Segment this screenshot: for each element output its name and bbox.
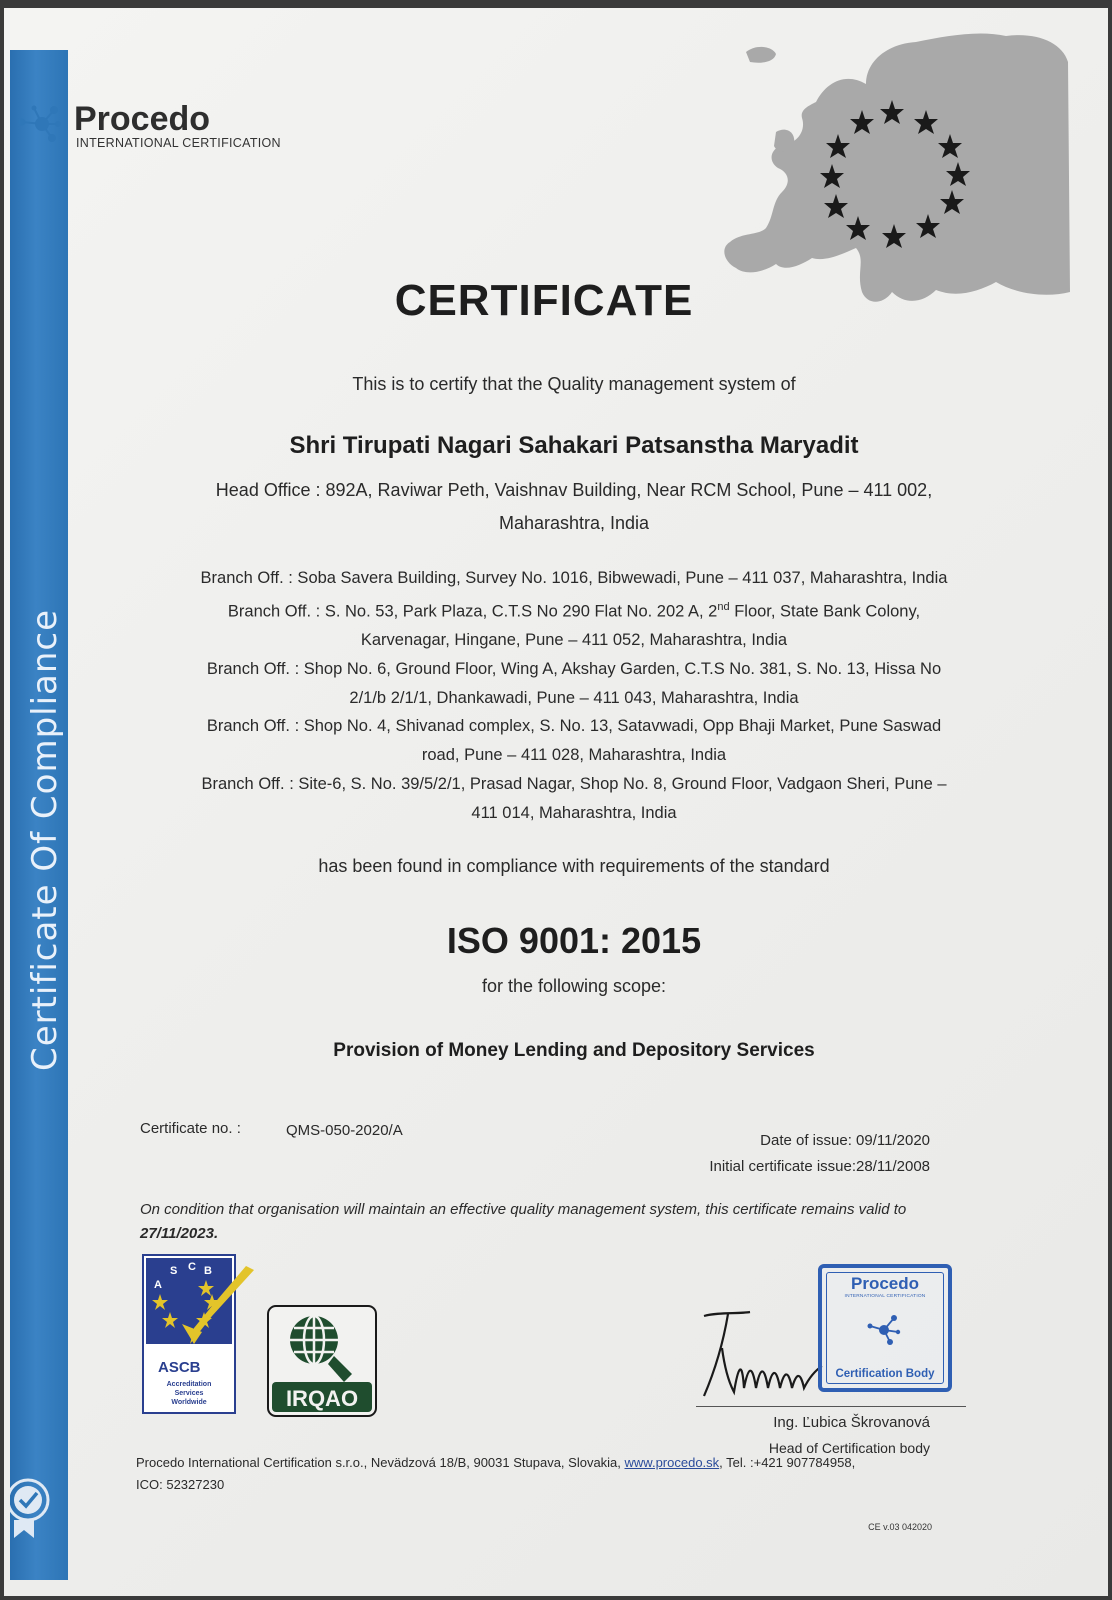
ascb-letter-s: S xyxy=(170,1265,178,1277)
ascb-accreditation-logo xyxy=(142,1254,262,1414)
date-of-issue: Date of issue: 09/11/2020 xyxy=(760,1132,930,1149)
signature-line xyxy=(696,1406,966,1407)
scope-text: Provision of Money Lending and Depository Services xyxy=(333,1040,815,1061)
branch-2-cont: Karvenagar, Hingane, Pune – 411 052, Maharashtra, India xyxy=(360,631,788,650)
logo-subtitle: INTERNATIONAL CERTIFICATION xyxy=(76,136,281,150)
ascb-sub3: Worldwide xyxy=(171,1399,207,1406)
branch-4: Branch Off. : Shop No. 4, Shivanad complex, S. No. 13, Satavwadi, Opp Bhaji Market, Pune Saswad xyxy=(206,717,942,736)
branch-1: Branch Off. : Soba Savera Building, Survey No. 1016, Bibwewadi, Pune – 411 037, Maharashtra, India xyxy=(200,569,948,587)
head-office-line1: Head Office : 892A, Raviwar Peth, Vaishnav Building, Near RCM School, Pune – 411 002, xyxy=(215,480,933,500)
branch-5: Branch Off. : Site-6, S. No. 39/5/2/1, Prasad Nagar, Shop No. 8, Ground Floor, Vadgaon Sheri, Pune – xyxy=(201,775,947,794)
sidebar-label: Certificate Of Compliance xyxy=(25,608,65,1072)
footer-address xyxy=(136,1452,956,1496)
branch-3-cont: 2/1/b 2/1/1, Dhankawadi, Pune – 411 043, Maharashtra, India xyxy=(349,688,799,707)
footer-line2: ICO: 52327230 xyxy=(136,1477,225,1492)
ascb-name: ASCB xyxy=(158,1359,201,1376)
scope-intro: for the following scope: xyxy=(481,976,667,996)
signature xyxy=(698,1308,828,1404)
certificate-page xyxy=(4,8,1108,1596)
logo-name: Procedo xyxy=(74,100,211,138)
signer-title: Head of Certification body xyxy=(768,1440,930,1456)
head-office-line2: Maharashtra, India xyxy=(498,513,650,533)
certification-body-stamp xyxy=(818,1264,952,1392)
ascb-sub1: Accreditation xyxy=(166,1381,212,1388)
europe-map-stars xyxy=(716,22,1072,312)
network-node-icon xyxy=(12,102,72,146)
stamp-network-icon xyxy=(864,1312,904,1348)
footer-line1: Procedo International Certification s.r.o., Nevädzová 18/B, 90031 Stupava, Slovakia, www.procedo.sk, Tel. :+421 907784958, xyxy=(136,1455,856,1470)
intro-text: This is to certify that the Quality management system of xyxy=(352,374,796,394)
certificate-no-label: Certificate no. : xyxy=(140,1120,241,1137)
stamp-name: Procedo xyxy=(850,1274,920,1293)
compliance-text: has been found in compliance with requirements of the standard xyxy=(318,856,830,876)
condition-text: On condition that organisation will maintain an effective quality management system, this certificate remains valid to xyxy=(140,1201,907,1218)
condition-date: 27/11/2023. xyxy=(140,1225,219,1242)
certificate-title: CERTIFICATE xyxy=(394,276,694,325)
initial-certificate-issue: Initial certificate issue:28/11/2008 xyxy=(709,1158,930,1175)
branch-offices xyxy=(64,564,1084,828)
stamp-subtitle: INTERNATIONAL CERTIFICATION xyxy=(844,1294,926,1299)
ascb-letter-a: A xyxy=(154,1279,162,1291)
signer-name: Ing. Ľubica Škrovanová xyxy=(773,1414,930,1431)
ascb-letter-b: B xyxy=(204,1265,212,1277)
iso-standard: ISO 9001: 2015 xyxy=(446,920,702,961)
certificate-no-value: QMS-050-2020/A xyxy=(286,1122,403,1139)
organization-name: Shri Tirupati Nagari Sahakari Patsanstha Maryadit xyxy=(289,432,859,459)
irqao-logo xyxy=(266,1304,378,1418)
branch-3: Branch Off. : Shop No. 6, Ground Floor, Wing A, Akshay Garden, C.T.S No. 381, S. No. 13, Hissa No xyxy=(206,659,942,678)
branch-2: Branch Off. : S. No. 53, Park Plaza, C.T.S No 290 Flat No. 202 A, 2nd Floor, State Bank Colony, xyxy=(227,600,921,621)
head-office-address xyxy=(64,474,1084,540)
branch-4-cont: road, Pune – 411 028, Maharashtra, India xyxy=(421,746,727,765)
validity-condition xyxy=(140,1198,940,1246)
ascb-sub2: Services xyxy=(174,1390,204,1397)
website-link[interactable]: www.procedo.sk xyxy=(624,1455,720,1470)
irqao-name: IRQAO xyxy=(285,1386,359,1411)
version-code: CE v.03 042020 xyxy=(868,1522,932,1532)
stamp-body-label: Certification Body xyxy=(835,1368,935,1380)
seal-check-icon xyxy=(10,1468,56,1538)
branch-5-cont: 411 014, Maharashtra, India xyxy=(471,803,677,822)
procedo-logo xyxy=(12,100,282,160)
ascb-letter-c: C xyxy=(188,1261,196,1273)
